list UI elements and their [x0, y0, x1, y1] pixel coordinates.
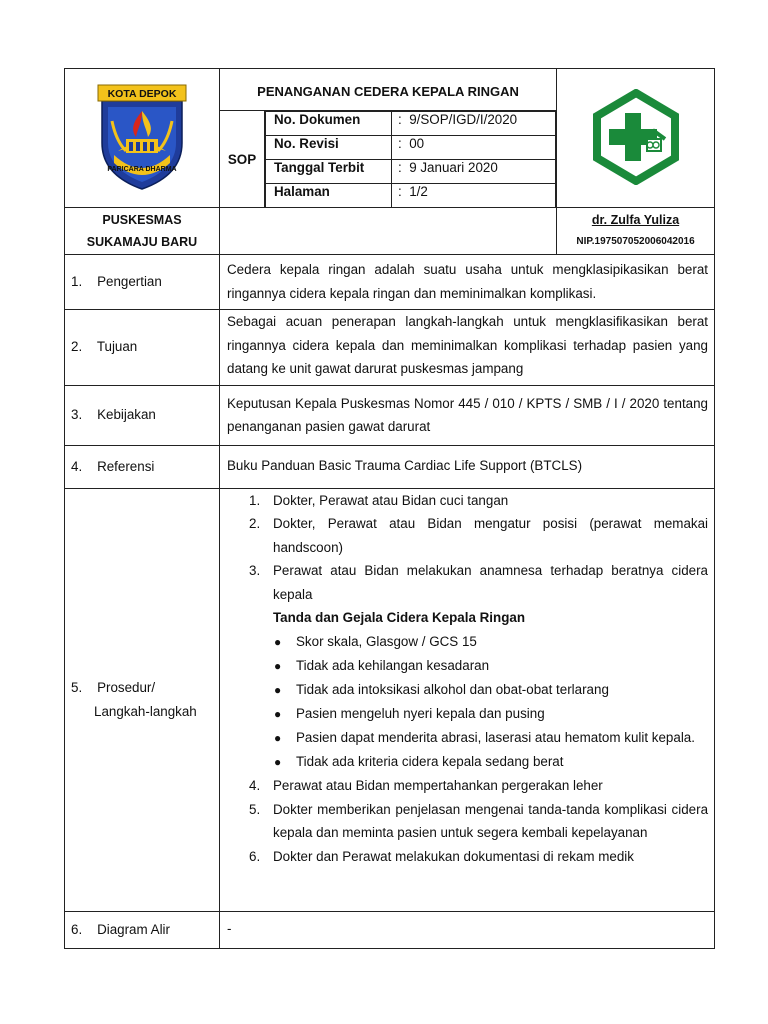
doc-info-label: Halaman [266, 184, 392, 208]
puskesmas-logo-cell [557, 69, 715, 208]
section-label: 3. Kebijakan [65, 385, 220, 445]
doc-info-label: Tanggal Terbit [266, 160, 392, 184]
section-row [65, 445, 715, 488]
section-content: Buku Panduan Basic Trauma Cardiac Life Support (BTCLS) [220, 445, 715, 488]
doc-info-value: : 9 Januari 2020 [392, 160, 556, 184]
section-label: 6. Diagram Alir [65, 911, 220, 948]
list-item: 1. Dokter, Perawat atau Bidan cuci tangan [249, 492, 509, 508]
doc-info-row [266, 136, 556, 160]
section-label: 1. Pengertian [65, 255, 220, 310]
section-content [220, 488, 715, 911]
doc-info-cell [265, 111, 557, 208]
list-item: ● Pasien dapat menderita abrasi, laserasi atau hematom kulit kepala. [274, 730, 695, 745]
doc-info-row [266, 160, 556, 184]
section-label: 2. Tujuan [65, 310, 220, 386]
list-item: ● Tidak ada kriteria cidera kepala sedang berat [274, 754, 564, 769]
section-label: 5. Prosedur/ Langkah-langkah [65, 488, 220, 911]
section-row [65, 385, 715, 445]
section-row [65, 911, 715, 948]
sop-title: PENANGANAN CEDERA KEPALA RINGAN [220, 69, 557, 111]
section-row [65, 488, 715, 911]
procedure-steps [220, 489, 714, 607]
institution-line: PUSKESMAS [102, 213, 182, 227]
section-row [65, 255, 715, 310]
list-item: 3. Perawat atau Bidan melakukan anamnesa terhadap beratnya cidera kepala [249, 563, 709, 602]
symptoms-heading: Tanda dan Gejala Cidera Kepala Ringan [273, 610, 526, 625]
sop-document [64, 68, 714, 949]
section-content: Cedera kepala ringan adalah suatu usaha untuk mengklasipikasikan berat ringannya cidera kepala ringan dan meminimalkan komplikasi. [220, 255, 715, 310]
doc-info-value: : 1/2 [392, 184, 556, 208]
doc-info-row [266, 112, 556, 136]
doc-info-label: No. Revisi [266, 136, 392, 160]
kota-depok-logo [96, 81, 188, 193]
list-item: ● Skor skala, Glasgow / GCS 15 [274, 634, 477, 649]
list-item: 6. Dokter dan Perawat melakukan dokumentasi di rekam medik [249, 848, 634, 864]
sop-label: SOP [220, 111, 265, 208]
institution-name [65, 208, 220, 255]
section-content: Sebagai acuan penerapan langkah-langkah untuk mengklasifikasikan berat ringannya cidera kepala dan meminimalkan komplikasi terhadap pasien yang datang ke unit gawat darurat puskesmas jampang [220, 310, 715, 386]
list-item: 5. Dokter memberikan penjelasan mengenai tanda-tanda komplikasi cidera kepala dan meminta pasien untuk segera kembali kepelayanan [249, 801, 709, 840]
signer-nip: NIP.197507052006042016 [576, 236, 695, 247]
signer-cell [557, 208, 715, 255]
list-item: ● Tidak ada kehilangan kesadaran [274, 658, 490, 673]
list-item: 4. Perawat atau Bidan mempertahankan pergerakan leher [249, 778, 603, 793]
signer-name: dr. Zulfa Yuliza [591, 213, 680, 227]
doc-info-row [266, 184, 556, 208]
doc-info-label: No. Dokumen [266, 112, 392, 136]
doc-info-table [265, 111, 556, 207]
list-item: 2. Dokter, Perawat atau Bidan mengatur posisi (perawat memakai handscoon) [249, 516, 709, 555]
blank-cell [220, 208, 557, 255]
section-label: 4. Referensi [65, 445, 220, 488]
puskesmas-logo [591, 89, 681, 185]
svg-text:KOTA DEPOK: KOTA DEPOK [107, 87, 177, 100]
svg-text:PARICARA DHARMA: PARICARA DHARMA [107, 165, 177, 173]
section-row [65, 310, 715, 386]
list-item: ● Tidak ada intoksikasi alkohol dan obat-obat terlarang [274, 682, 609, 697]
section-content: Keputusan Kepala Puskesmas Nomor 445 / 010 / KPTS / SMB / I / 2020 tentang penanganan pasien gawat darurat [220, 385, 715, 445]
section-content: - [220, 911, 715, 948]
institution-line: SUKAMAJU BARU [86, 235, 198, 249]
doc-info-value: : 00 [392, 136, 556, 160]
sop-table [64, 68, 715, 949]
city-logo-cell [65, 69, 220, 208]
doc-info-value: : 9/SOP/IGD/I/2020 [392, 112, 556, 136]
procedure-steps [220, 774, 714, 868]
list-item: ● Pasien mengeluh nyeri kepala dan pusing [274, 706, 545, 721]
symptoms-list [220, 630, 714, 774]
